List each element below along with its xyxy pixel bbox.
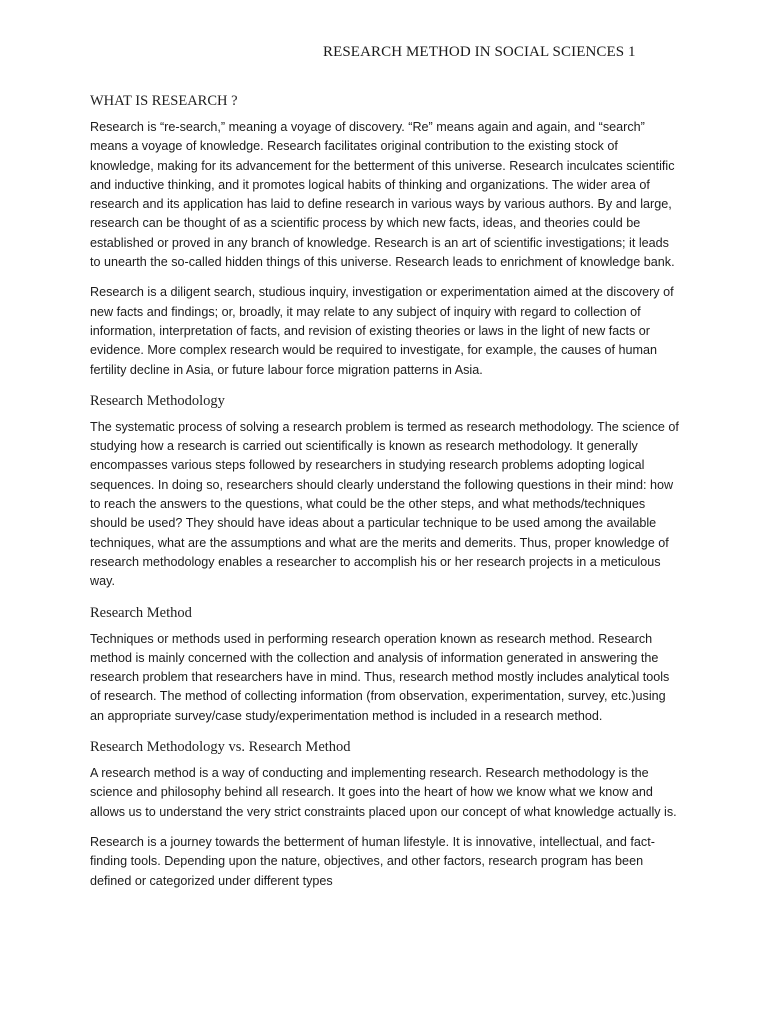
document-body <box>90 91 680 902</box>
section-research-method <box>90 603 680 726</box>
paragraph: Research is “re-search,” meaning a voyage of discovery. “Re” means again and again, and “search” means a voyage of knowledge. Research facilitates original contribution to the existing stock of knowledge, making for its advancement for the betterment of this universe. Research inculcates scientific and inductive thinking, and it promotes logical habits of thinking and organizations. The wider area of research and its application has laid to define research in various ways by various authors. By and large, research can be thought of as a scientific process by which new facts, ideas, and theories could be established or proved in any branch of knowledge. Research is an art of scientific investigations; it leads to unearth the so-called hidden things of this universe. Research leads to enrichment of knowledge bank. <box>90 120 675 270</box>
section-what-is-research <box>90 91 680 380</box>
section-heading: Research Methodology vs. Research Method <box>90 739 351 756</box>
section-heading: WHAT IS RESEARCH ? <box>90 93 238 109</box>
paragraph: Research is a diligent search, studious inquiry, investigation or experimentation aimed at the discovery of new facts and findings; or, broadly, it may relate to any subject of inquiry with regard to collection of information, interpretation of facts, and revision of existing theories or laws in the light of new facts or evidence. More complex research would be required to investigate, for example, the causes of human fertility decline in Asia, or future labour force migration patterns in Asia. <box>90 285 674 377</box>
section-methodology-vs-method <box>90 737 680 891</box>
section-heading: Research Method <box>90 604 192 621</box>
running-head: RESEARCH METHOD IN SOCIAL SCIENCES 1 <box>323 44 636 60</box>
paragraph: Techniques or methods used in performing research operation known as research method. Research method is mainly concerned with the collection and analysis of information generated in answering the research problem that researchers have in mind. Thus, research method mostly includes analytical tools of research. The method of collecting information (from observation, experimentation, survey, etc.)using an appropriate survey/case study/experimentation method is included in a research method. <box>90 631 670 723</box>
section-heading: Research Methodology <box>90 392 225 409</box>
paragraph: Research is a journey towards the betterment of human lifestyle. It is innovative, intellectual, and fact-finding tools. Depending upon the nature, objectives, and other factors, research program has been defined or categorized under different types <box>90 834 655 888</box>
paragraph: The systematic process of solving a research problem is termed as research methodology. The science of studying how a research is carried out scientifically is known as research methodology. It generally encompasses various steps followed by researchers in studying research problems adopting logical sequences. In doing so, researchers should clearly understand the following questions in their mind: how to reach the answers to the questions, what could be the other steps, and what methods/techniques should be used? They should have ideas about a particular technique to be used among the available techniques, what are the assumptions and what are the merits and demerits. Thus, proper knowledge of research methodology enables a researcher to accomplish his or her research projects in a meticulous way. <box>90 419 679 589</box>
section-research-methodology <box>90 391 680 592</box>
paragraph: A research method is a way of conducting and implementing research. Research methodology is the science and philosophy behind all research. It goes into the heart of how we know what we know and allows us to understand the very strict constraints placed upon our concept of what knowledge actually is. <box>90 766 677 819</box>
